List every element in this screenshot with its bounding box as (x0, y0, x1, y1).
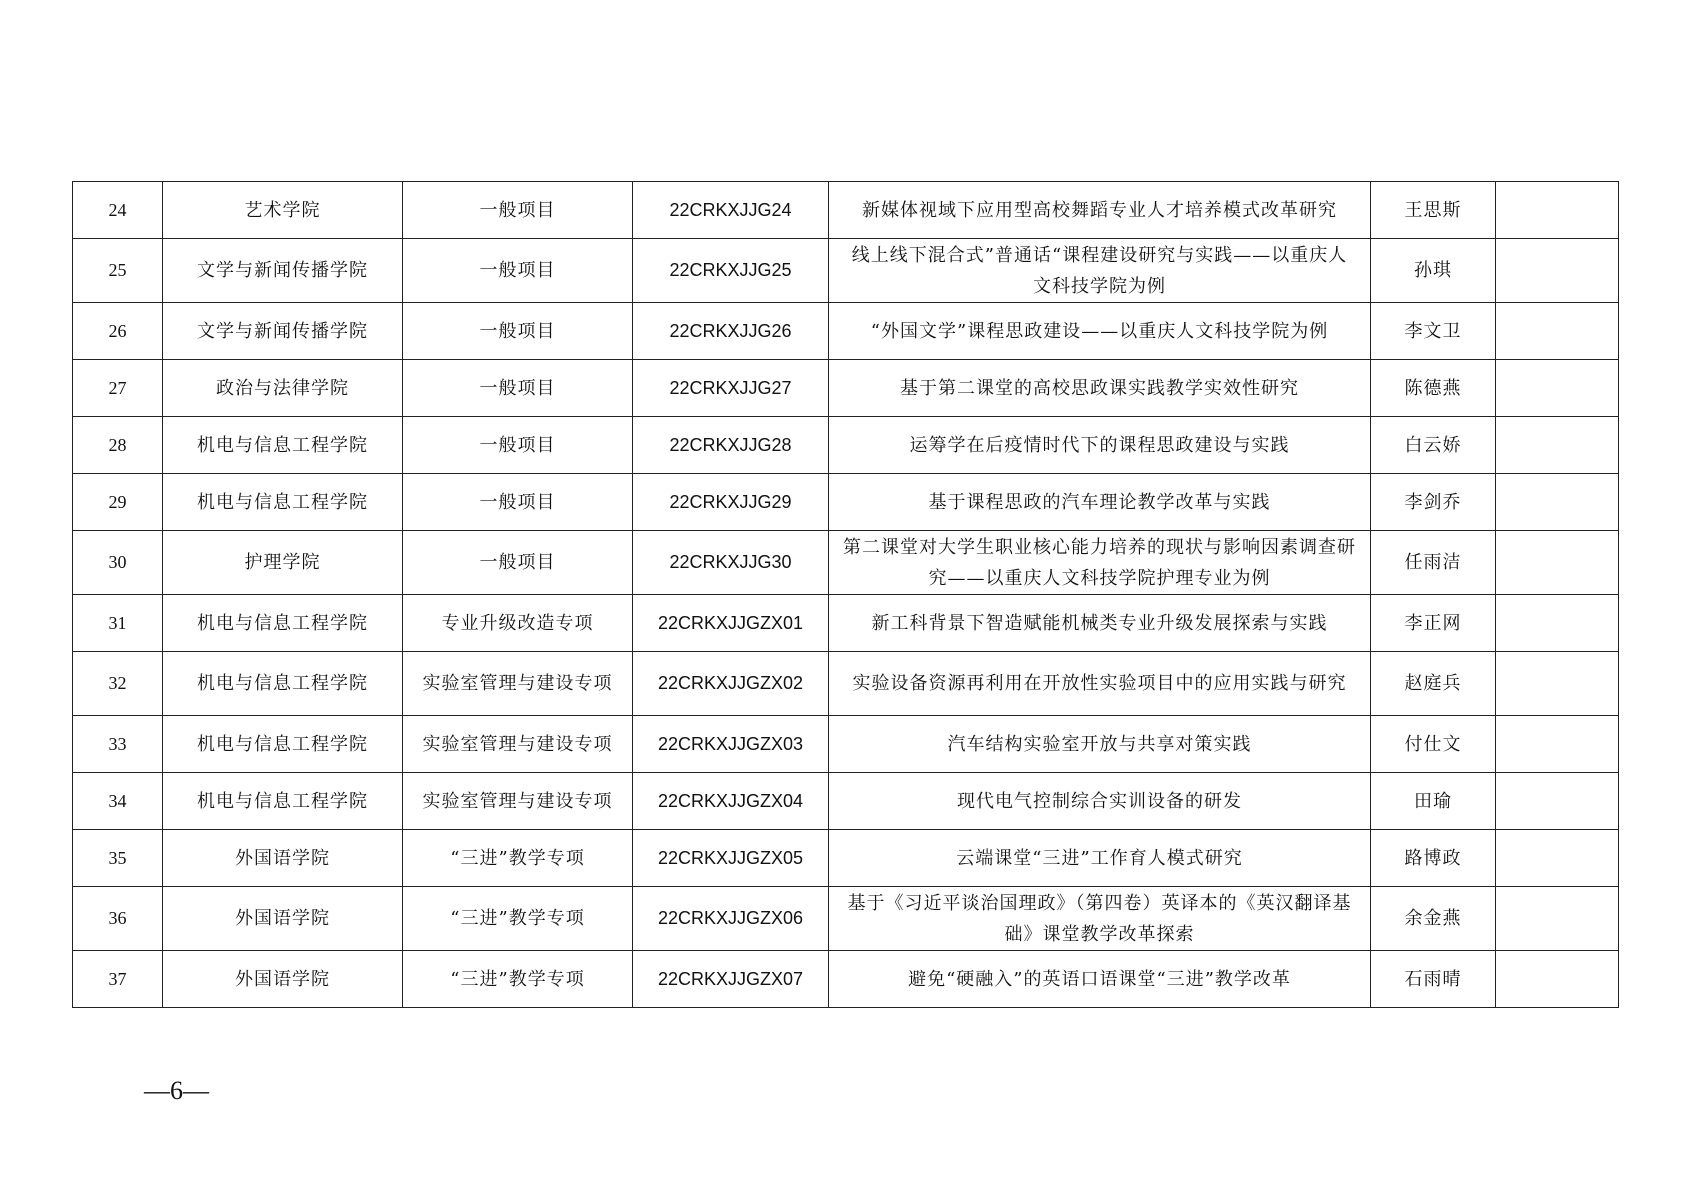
college-cell: 政治与法律学院 (163, 360, 403, 417)
category-cell: 一般项目 (403, 239, 633, 303)
row-number-cell: 26 (73, 303, 163, 360)
note-cell (1496, 951, 1619, 1008)
leader-cell: 孙琪 (1371, 239, 1496, 303)
college-cell: 机电与信息工程学院 (163, 773, 403, 830)
table-row (73, 417, 1619, 474)
project-title-cell: 基于《习近平谈治国理政》（第四卷）英译本的《英汉翻译基础》课堂教学改革探索 (829, 887, 1371, 951)
project-code-cell: 22CRKXJJGZX01 (633, 595, 829, 652)
table-row (73, 830, 1619, 887)
project-title-cell: 实验设备资源再利用在开放性实验项目中的应用实践与研究 (829, 652, 1371, 716)
college-cell: 机电与信息工程学院 (163, 474, 403, 531)
college-cell: 文学与新闻传播学院 (163, 239, 403, 303)
note-cell (1496, 182, 1619, 239)
project-code-cell: 22CRKXJJG27 (633, 360, 829, 417)
college-cell: 外国语学院 (163, 951, 403, 1008)
note-cell (1496, 360, 1619, 417)
table-row (73, 303, 1619, 360)
college-cell: 机电与信息工程学院 (163, 595, 403, 652)
row-number-cell: 27 (73, 360, 163, 417)
project-title-cell: 第二课堂对大学生职业核心能力培养的现状与影响因素调查研究——以重庆人文科技学院护理专业为例 (829, 531, 1371, 595)
table-row (73, 239, 1619, 303)
category-cell: 实验室管理与建设专项 (403, 773, 633, 830)
project-title-cell: 新媒体视域下应用型高校舞蹈专业人才培养模式改革研究 (829, 182, 1371, 239)
category-cell: 实验室管理与建设专项 (403, 652, 633, 716)
table-row (73, 716, 1619, 773)
table-row (73, 595, 1619, 652)
project-title-cell: 基于课程思政的汽车理论教学改革与实践 (829, 474, 1371, 531)
note-cell (1496, 531, 1619, 595)
leader-cell: 赵庭兵 (1371, 652, 1496, 716)
college-cell: 外国语学院 (163, 830, 403, 887)
leader-cell: 李正网 (1371, 595, 1496, 652)
table-row (73, 951, 1619, 1008)
project-code-cell: 22CRKXJJG30 (633, 531, 829, 595)
project-title-cell: “外国文学”课程思政建设——以重庆人文科技学院为例 (829, 303, 1371, 360)
row-number-cell: 34 (73, 773, 163, 830)
leader-cell: 任雨洁 (1371, 531, 1496, 595)
row-number-cell: 33 (73, 716, 163, 773)
category-cell: 实验室管理与建设专项 (403, 716, 633, 773)
row-number-cell: 36 (73, 887, 163, 951)
row-number-cell: 32 (73, 652, 163, 716)
leader-cell: 王思斯 (1371, 182, 1496, 239)
college-cell: 艺术学院 (163, 182, 403, 239)
category-cell: “三进”教学专项 (403, 951, 633, 1008)
row-number-cell: 31 (73, 595, 163, 652)
table-row (73, 887, 1619, 951)
table-row (73, 652, 1619, 716)
project-title-cell: 线上线下混合式”普通话“课程建设研究与实践——以重庆人文科技学院为例 (829, 239, 1371, 303)
project-title-cell: 基于第二课堂的高校思政课实践教学实效性研究 (829, 360, 1371, 417)
row-number-cell: 28 (73, 417, 163, 474)
page-number: —6— (144, 1076, 209, 1105)
project-title-cell: 避免“硬融入”的英语口语课堂“三进”教学改革 (829, 951, 1371, 1008)
project-code-cell: 22CRKXJJG29 (633, 474, 829, 531)
category-cell: 一般项目 (403, 531, 633, 595)
project-code-cell: 22CRKXJJG26 (633, 303, 829, 360)
project-code-cell: 22CRKXJJGZX03 (633, 716, 829, 773)
row-number-cell: 24 (73, 182, 163, 239)
category-cell: 一般项目 (403, 417, 633, 474)
project-code-cell: 22CRKXJJGZX02 (633, 652, 829, 716)
note-cell (1496, 595, 1619, 652)
leader-cell: 白云娇 (1371, 417, 1496, 474)
project-title-cell: 现代电气控制综合实训设备的研发 (829, 773, 1371, 830)
note-cell (1496, 887, 1619, 951)
college-cell: 机电与信息工程学院 (163, 716, 403, 773)
college-cell: 机电与信息工程学院 (163, 417, 403, 474)
row-number-cell: 35 (73, 830, 163, 887)
note-cell (1496, 716, 1619, 773)
college-cell: 外国语学院 (163, 887, 403, 951)
category-cell: 一般项目 (403, 474, 633, 531)
category-cell: 一般项目 (403, 303, 633, 360)
leader-cell: 陈德燕 (1371, 360, 1496, 417)
table-row (73, 531, 1619, 595)
row-number-cell: 37 (73, 951, 163, 1008)
category-cell: 一般项目 (403, 182, 633, 239)
note-cell (1496, 239, 1619, 303)
category-cell: “三进”教学专项 (403, 887, 633, 951)
leader-cell: 石雨晴 (1371, 951, 1496, 1008)
project-code-cell: 22CRKXJJG28 (633, 417, 829, 474)
table-row (73, 360, 1619, 417)
table-body (73, 182, 1619, 1008)
college-cell: 机电与信息工程学院 (163, 652, 403, 716)
row-number-cell: 29 (73, 474, 163, 531)
college-cell: 护理学院 (163, 531, 403, 595)
row-number-cell: 30 (73, 531, 163, 595)
project-code-cell: 22CRKXJJGZX06 (633, 887, 829, 951)
leader-cell: 付仕文 (1371, 716, 1496, 773)
table-row (73, 773, 1619, 830)
leader-cell: 余金燕 (1371, 887, 1496, 951)
project-code-cell: 22CRKXJJGZX05 (633, 830, 829, 887)
project-code-cell: 22CRKXJJG24 (633, 182, 829, 239)
table-row (73, 182, 1619, 239)
leader-cell: 田瑜 (1371, 773, 1496, 830)
project-title-cell: 新工科背景下智造赋能机械类专业升级发展探索与实践 (829, 595, 1371, 652)
note-cell (1496, 652, 1619, 716)
project-list-table (72, 181, 1619, 1008)
leader-cell: 李文卫 (1371, 303, 1496, 360)
college-cell: 文学与新闻传播学院 (163, 303, 403, 360)
project-code-cell: 22CRKXJJG25 (633, 239, 829, 303)
project-title-cell: 汽车结构实验室开放与共享对策实践 (829, 716, 1371, 773)
category-cell: 一般项目 (403, 360, 633, 417)
category-cell: 专业升级改造专项 (403, 595, 633, 652)
category-cell: “三进”教学专项 (403, 830, 633, 887)
note-cell (1496, 474, 1619, 531)
table-row (73, 474, 1619, 531)
leader-cell: 路博政 (1371, 830, 1496, 887)
note-cell (1496, 417, 1619, 474)
row-number-cell: 25 (73, 239, 163, 303)
note-cell (1496, 830, 1619, 887)
project-title-cell: 运筹学在后疫情时代下的课程思政建设与实践 (829, 417, 1371, 474)
project-code-cell: 22CRKXJJGZX04 (633, 773, 829, 830)
note-cell (1496, 303, 1619, 360)
note-cell (1496, 773, 1619, 830)
leader-cell: 李剑乔 (1371, 474, 1496, 531)
project-code-cell: 22CRKXJJGZX07 (633, 951, 829, 1008)
project-title-cell: 云端课堂“三进”工作育人模式研究 (829, 830, 1371, 887)
